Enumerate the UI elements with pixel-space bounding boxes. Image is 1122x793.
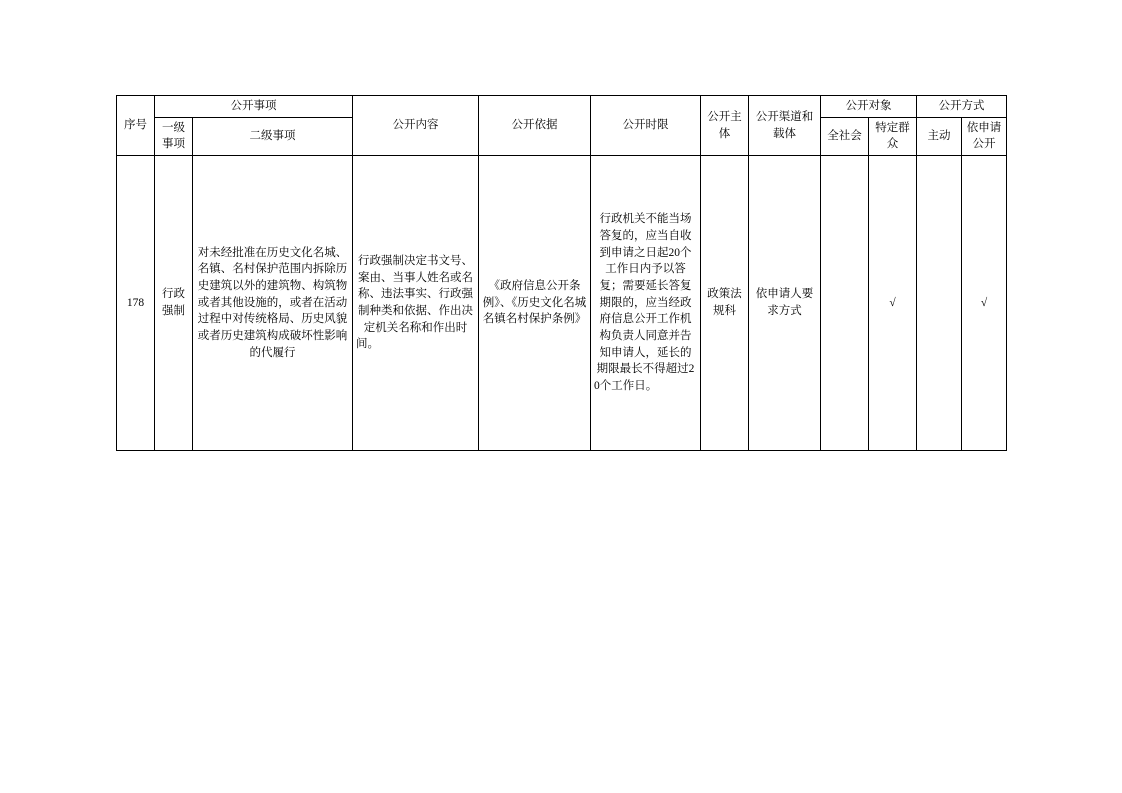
header-row-top (117, 96, 1007, 118)
cell-mode-request: √ (962, 156, 1007, 451)
header-mode-request: 依申请公开 (962, 117, 1007, 155)
cell-basis: 《政府信息公开条例》、《历史文化名城名镇名村保护条例》 (479, 156, 591, 451)
header-basis: 公开依据 (479, 96, 591, 156)
header-subject: 公开主体 (701, 96, 749, 156)
cell-time-limit: 行政机关不能当场答复的，应当自收到申请之日起20个工作日内予以答复；需要延长答复期限的，应当经政府信息公开工作机构负责人同意并告知申请人，延长的期限最长不得超过20个工作日。 (591, 156, 701, 451)
cell-target-specific: √ (869, 156, 917, 451)
table-body (117, 156, 1007, 451)
header-seq: 序号 (117, 96, 155, 156)
header-group-mode: 公开方式 (917, 96, 1007, 118)
header-channel: 公开渠道和载体 (749, 96, 821, 156)
disclosure-table (116, 95, 1007, 451)
cell-channel: 依申请人要求方式 (749, 156, 821, 451)
header-level2: 二级事项 (193, 117, 353, 155)
header-target-all: 全社会 (821, 117, 869, 155)
cell-mode-active (917, 156, 962, 451)
cell-level2: 对未经批准在历史文化名城、名镇、名村保护范围内拆除历史建筑以外的建筑物、构筑物或者其他设施的，或者在活动过程中对传统格局、历史风貌或者历史建筑构成破坏性影响的代履行 (193, 156, 353, 451)
cell-target-all (821, 156, 869, 451)
header-target-specific: 特定群众 (869, 117, 917, 155)
table-header (117, 96, 1007, 156)
header-level1: 一级事项 (155, 117, 193, 155)
cell-level1: 行政强制 (155, 156, 193, 451)
header-group-matter: 公开事项 (155, 96, 353, 118)
cell-subject: 政策法规科 (701, 156, 749, 451)
header-content: 公开内容 (353, 96, 479, 156)
header-mode-active: 主动 (917, 117, 962, 155)
cell-content: 行政强制决定书文号、案由、当事人姓名或名称、违法事实、行政强制种类和依据、作出决定机关名称和作出时间。 (353, 156, 479, 451)
header-time-limit: 公开时限 (591, 96, 701, 156)
cell-seq: 178 (117, 156, 155, 451)
table-row (117, 156, 1007, 451)
header-group-target: 公开对象 (821, 96, 917, 118)
